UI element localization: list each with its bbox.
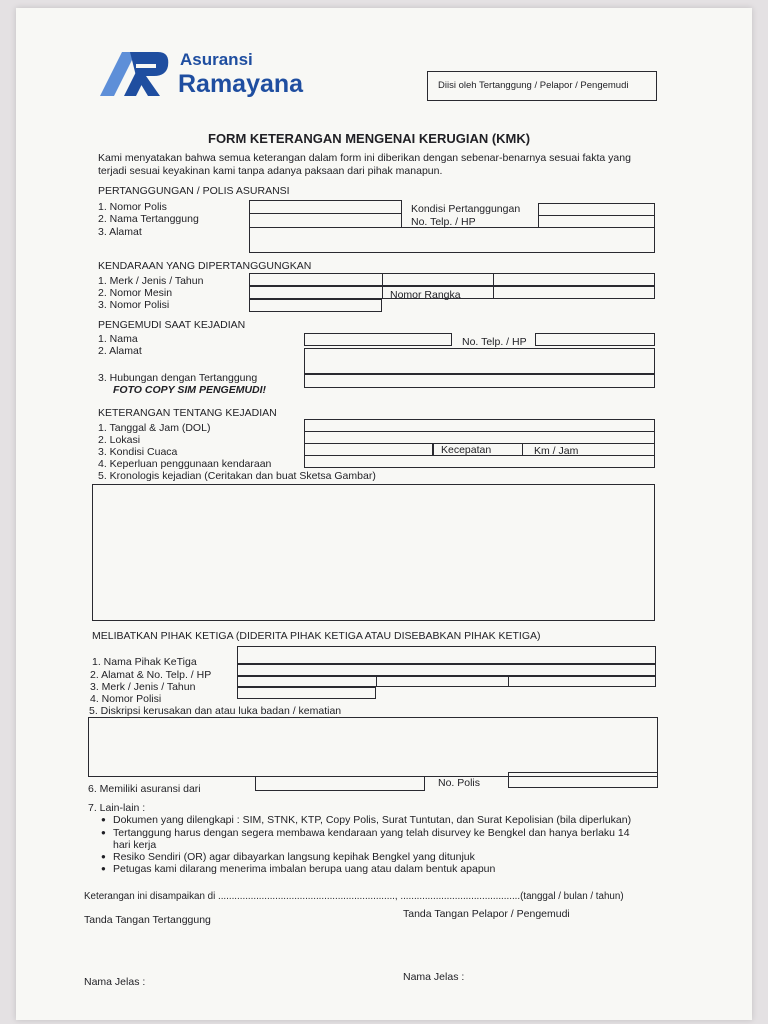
reporter-name-sign-label: Nama Jelas :: [403, 971, 465, 983]
third-party-divider-2: [508, 676, 509, 687]
driver-name-field[interactable]: [304, 333, 452, 346]
driver-name-label: 1. Nama: [98, 333, 138, 345]
plate-number-field[interactable]: [249, 299, 382, 312]
third-party-name-field[interactable]: [237, 646, 656, 664]
chronology-label: 5. Kronologis kejadian (Ceritakan dan buat Sketsa Gambar): [98, 470, 376, 482]
other-policy-field[interactable]: [508, 772, 658, 788]
policy-phone-label: No. Telp. / HP: [411, 216, 476, 228]
other-insurance-label: 6. Memiliki asuransi dari: [88, 783, 201, 795]
chassis-number-label: Nomor Rangka: [390, 289, 461, 301]
incident-location-label: 2. Lokasi: [98, 434, 141, 446]
delivered-at-line: Keterangan ini disampaikan di ................................................................., ............................................(tanggal / bulan / tahun): [84, 891, 624, 902]
vehicle-divider-1: [382, 273, 383, 299]
damage-description-label: 5. Diskripsi kerusakan dan atau luka badan / kematian: [89, 705, 342, 717]
third-party-make-label: 3. Merk / Jenis / Tahun: [90, 681, 196, 693]
note-own-risk: ● Resiko Sendiri (OR) agar dibayarkan langsung kepihak Bengkel yang ditunjuk: [113, 851, 475, 863]
driver-phone-label: No. Telp. / HP: [462, 336, 527, 348]
insured-signature-label: Tanda Tangan Tertanggung: [84, 914, 211, 926]
driver-heading: PENGEMUDI SAAT KEJADIAN: [98, 319, 246, 331]
insured-name-field[interactable]: [249, 213, 402, 228]
vehicle-usage-field[interactable]: [304, 455, 655, 468]
note-no-gratuity: ● Petugas kami dilarang menerima imbalan berupa uang atau dalam bentuk apapun: [113, 863, 495, 875]
policy-number-field[interactable]: [249, 200, 402, 214]
ramayana-logo-icon: [100, 48, 172, 100]
vehicle-usage-label: 4. Keperluan penggunaan kendaraan: [98, 458, 272, 470]
speed-label: Kecepatan: [441, 444, 492, 456]
logo-line-ramayana: Ramayana: [178, 70, 304, 98]
coverage-condition-label: Kondisi Pertanggungan: [411, 203, 521, 215]
vehicle-make-label: 1. Merk / Jenis / Tahun: [98, 275, 204, 287]
company-logo: [100, 46, 340, 102]
other-insurance-field[interactable]: [255, 776, 425, 791]
address-label: 3. Alamat: [98, 226, 142, 238]
other-policy-label: No. Polis: [438, 777, 481, 789]
driver-sim-note: FOTO COPY SIM PENGEMUDI!: [113, 384, 267, 396]
third-party-divider-1: [376, 676, 377, 687]
note-workshop-continued: hari kerja: [113, 839, 157, 851]
driver-relation-label: 3. Hubungan dengan Tertanggung: [98, 372, 258, 384]
third-party-make-field[interactable]: [237, 676, 656, 687]
weather-label: 3. Kondisi Cuaca: [98, 446, 178, 458]
note-documents: ● Dokumen yang dilengkapi : SIM, STNK, KTP, Copy Polis, Surat Tuntutan, dan Surat Kepolisian (bila diperlukan): [113, 814, 631, 826]
plate-number-label: 3. Nomor Polisi: [98, 299, 170, 311]
statement-line-1: Kami menyatakan bahwa semua keterangan dalam form ini diberikan dengan sebenar-benarnya sesuai fakta yang: [98, 152, 631, 164]
driver-address-field[interactable]: [304, 348, 655, 374]
chronology-sketch-area[interactable]: [92, 484, 655, 621]
logo-line-asuransi: Asuransi: [180, 50, 253, 69]
engine-number-label: 2. Nomor Mesin: [98, 287, 173, 299]
vehicle-heading: KENDARAAN YANG DIPERTANGGUNGKAN: [98, 260, 312, 272]
reporter-signature-label: Tanda Tangan Pelapor / Pengemudi: [403, 908, 570, 920]
note-workshop: ● Tertanggung harus dengan segera membawa kendaraan yang telah disurvey ke Bengkel dan hanya berlaku 14: [113, 827, 630, 839]
third-party-address-field[interactable]: [237, 664, 656, 676]
driver-phone-field[interactable]: [535, 333, 655, 346]
vehicle-divider-2: [493, 273, 494, 299]
form-title: FORM KETERANGAN MENGENAI KERUGIAN (KMK): [208, 131, 531, 146]
speed-unit-label: Km / Jam: [534, 445, 579, 457]
third-party-plate-field[interactable]: [237, 687, 376, 699]
statement-line-2: terjadi sesuai keyakinan kami tanpa adanya paksaan dari pihak manapun.: [98, 165, 443, 177]
driver-relation-field[interactable]: [304, 374, 655, 388]
third-party-name-label: 1. Nama Pihak KeTiga: [92, 656, 197, 668]
insured-name-label: 2. Nama Tertanggung: [98, 213, 199, 225]
incident-heading: KETERANGAN TENTANG KEJADIAN: [98, 407, 277, 419]
policy-number-label: 1. Nomor Polis: [98, 201, 167, 213]
vehicle-make-field[interactable]: [249, 273, 655, 286]
driver-address-label: 2. Alamat: [98, 345, 142, 357]
filled-by-label: Diisi oleh Tertanggung / Pelapor / Pengemudi: [438, 80, 629, 91]
insured-name-sign-label: Nama Jelas :: [84, 976, 146, 988]
address-field[interactable]: [249, 227, 655, 253]
policy-heading: PERTANGGUNGAN / POLIS ASURANSI: [98, 185, 290, 197]
third-party-plate-label: 4. Nomor Polisi: [90, 693, 162, 705]
third-party-heading: MELIBATKAN PIHAK KETIGA (DIDERITA PIHAK KETIGA ATAU DISEBABKAN PIHAK KETIGA): [92, 630, 541, 642]
policy-phone-field[interactable]: [538, 215, 655, 228]
incident-date-label: 1. Tanggal & Jam (DOL): [98, 422, 211, 434]
third-party-address-label: 2. Alamat & No. Telp. / HP: [90, 669, 212, 681]
damage-description-area[interactable]: [88, 717, 658, 777]
others-heading: 7. Lain-lain :: [88, 802, 146, 814]
